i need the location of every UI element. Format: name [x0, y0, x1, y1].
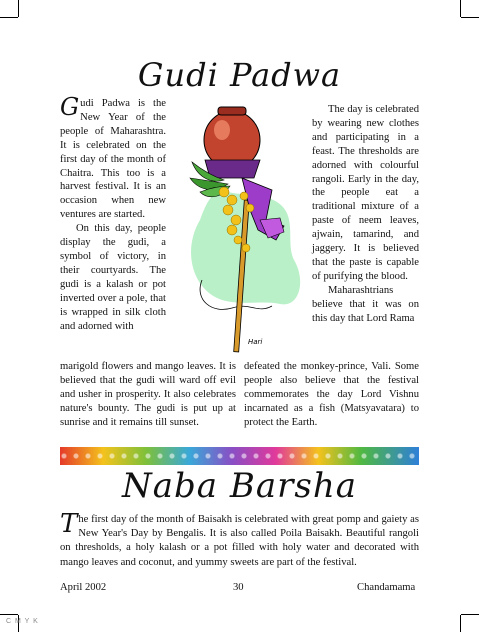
- section-body: [60, 509, 419, 570]
- crop-mark-tl-v: [18, 0, 19, 17]
- publication-name: Chandamama: [357, 582, 416, 593]
- gudi-illustration: [172, 100, 312, 362]
- crop-mark-br-h: [461, 614, 479, 615]
- crop-mark-br-v: [460, 615, 461, 632]
- drop-cap: G: [60, 93, 80, 121]
- right-bottom-text: defeated the monkey-prince, Vali. Some people also believe that the festival commemorates the day Lord Vishnu incarnated as a fish (Matsyavatara) to protect the Earth.: [244, 361, 419, 428]
- right-paragraph-2: Maharashtrians believe that it was on this day that Lord Rama: [312, 284, 419, 324]
- footer-date: April 2002: [60, 582, 107, 593]
- left-paragraph-1: udi Padwa is the New Year of the people of Maharashtra. It is celebrated on the first day of the month of Chaitra. This too is a harvest festival. It is an occasion when new ventures are started.: [60, 98, 166, 221]
- left-bottom-text: marigold flowers and mango leaves. It is believed that the gudi will ward off evil and usher in prosperity. It also celebrates nature's bounty. The gudi is put up at sunrise and it remains till sunset.: [60, 361, 236, 428]
- section-paragraph: he first day of the month of Baisakh is celebrated with great pomp and gaiety as New Year's Day by Bengalis. It is also called Poila Baisakh. Beautiful rangoli on thresholds, a holy kalash or a pot filled with holy water and decorated with mango leaves and coconut, and yummy sweets are part of the festival.: [60, 514, 419, 568]
- left-column: [60, 93, 166, 333]
- page-title: Gudi Padwa: [137, 56, 342, 94]
- crop-mark-tr-h: [461, 17, 479, 18]
- right-paragraph-1: The day is celebrated by wearing new clothes and participating in a feast. The thresholds are adorned with colourful rangoli. Early in the day, the people eat a traditional mixture of a paste of neem leaves, ajwain, tamarind, and jaggery. It is believed that the paste is capable of purifying the blood.: [312, 104, 419, 282]
- section-title: Naba Barsha: [122, 466, 357, 506]
- crop-mark-tr-v: [460, 0, 461, 17]
- right-column: [312, 103, 419, 326]
- section-drop-cap: T: [60, 509, 78, 539]
- crop-mark-bl-h: [0, 614, 18, 615]
- decorative-banner: [60, 447, 419, 465]
- page-number: 30: [233, 582, 244, 593]
- left-paragraph-2: On this day, people display the gudi, a symbol of victory, in their courtyards. The gudi is a kalash or pot inverted over a pole, that is wrapped in silk cloth and adorned with: [60, 223, 166, 332]
- print-color-marks: C M Y K: [6, 618, 39, 625]
- artist-signature: Hari: [248, 338, 263, 346]
- crop-mark-tl-h: [0, 17, 18, 18]
